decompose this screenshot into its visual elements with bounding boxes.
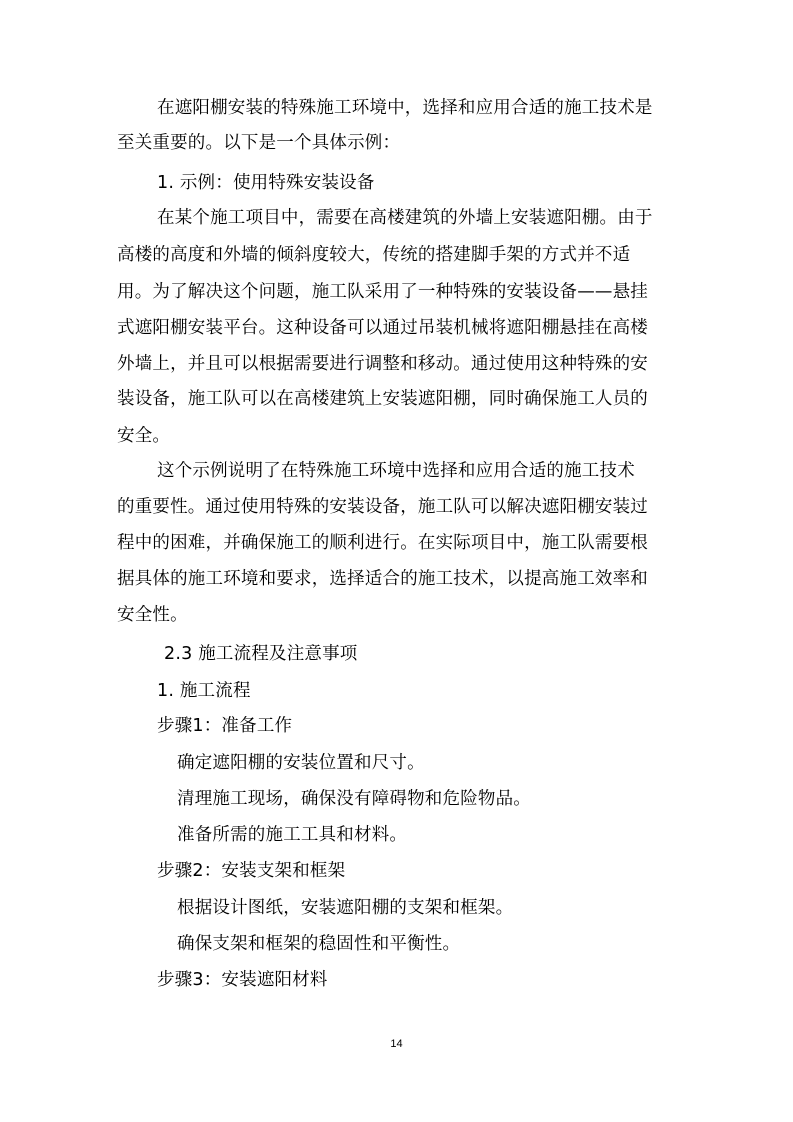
paragraph-line: 安全性。	[117, 605, 188, 625]
paragraph-line: 程中的困难，并确保施工的顺利进行。在实际项目中，施工队需要根	[117, 533, 648, 553]
paragraph-line: 高楼的高度和外墙的倾斜度较大，传统的搭建脚手架的方式并不适	[117, 245, 631, 265]
step-item: 确保支架和框架的稳固性和平衡性。	[177, 934, 461, 954]
paragraph-line: 在某个施工项目中，需要在高楼建筑的外墙上安装遮阳棚。由于	[157, 208, 653, 228]
paragraph-line: 用。为了解决这个问题，施工队采用了一种特殊的安装设备——悬挂	[117, 282, 648, 302]
page-number: 14	[390, 1038, 403, 1050]
example-heading: 1. 示例：使用特殊安装设备	[157, 173, 375, 193]
step-item: 确定遮阳棚的安装位置和尺寸。	[177, 753, 425, 773]
step-item: 根据设计图纸，安装遮阳棚的支架和框架。	[177, 898, 514, 918]
section-heading: 2.3 施工流程及注意事项	[164, 644, 358, 664]
paragraph-line: 至关重要的。以下是一个具体示例：	[117, 133, 401, 153]
paragraph-line: 这个示例说明了在特殊施工环境中选择和应用合适的施工技术	[157, 461, 635, 481]
paragraph-line: 安全。	[117, 426, 171, 446]
paragraph-line: 装设备，施工队可以在高楼建筑上安装遮阳棚，同时确保施工人员的	[117, 389, 648, 409]
subsection-heading: 1. 施工流程	[157, 681, 251, 701]
paragraph-line: 式遮阳棚安装平台。这种设备可以通过吊装机械将遮阳棚悬挂在高楼	[117, 318, 648, 338]
paragraph-line: 外墙上，并且可以根据需要进行调整和移动。通过使用这种特殊的安	[117, 354, 648, 374]
paragraph-line: 在遮阳棚安装的特殊施工环境中，选择和应用合适的施工技术是	[157, 98, 653, 118]
paragraph-line: 的重要性。通过使用特殊的安装设备，施工队可以解决遮阳棚安装过	[117, 497, 648, 517]
step-item: 清理施工现场，确保没有障碍物和危险物品。	[177, 789, 531, 809]
step-item: 准备所需的施工工具和材料。	[177, 825, 408, 845]
step-title: 步骤2：安装支架和框架	[157, 861, 346, 881]
paragraph-line: 据具体的施工环境和要求，选择适合的施工技术，以提高施工效率和	[117, 569, 648, 589]
step-title: 步骤3：安装遮阳材料	[157, 970, 328, 990]
step-title: 步骤1：准备工作	[157, 716, 293, 736]
